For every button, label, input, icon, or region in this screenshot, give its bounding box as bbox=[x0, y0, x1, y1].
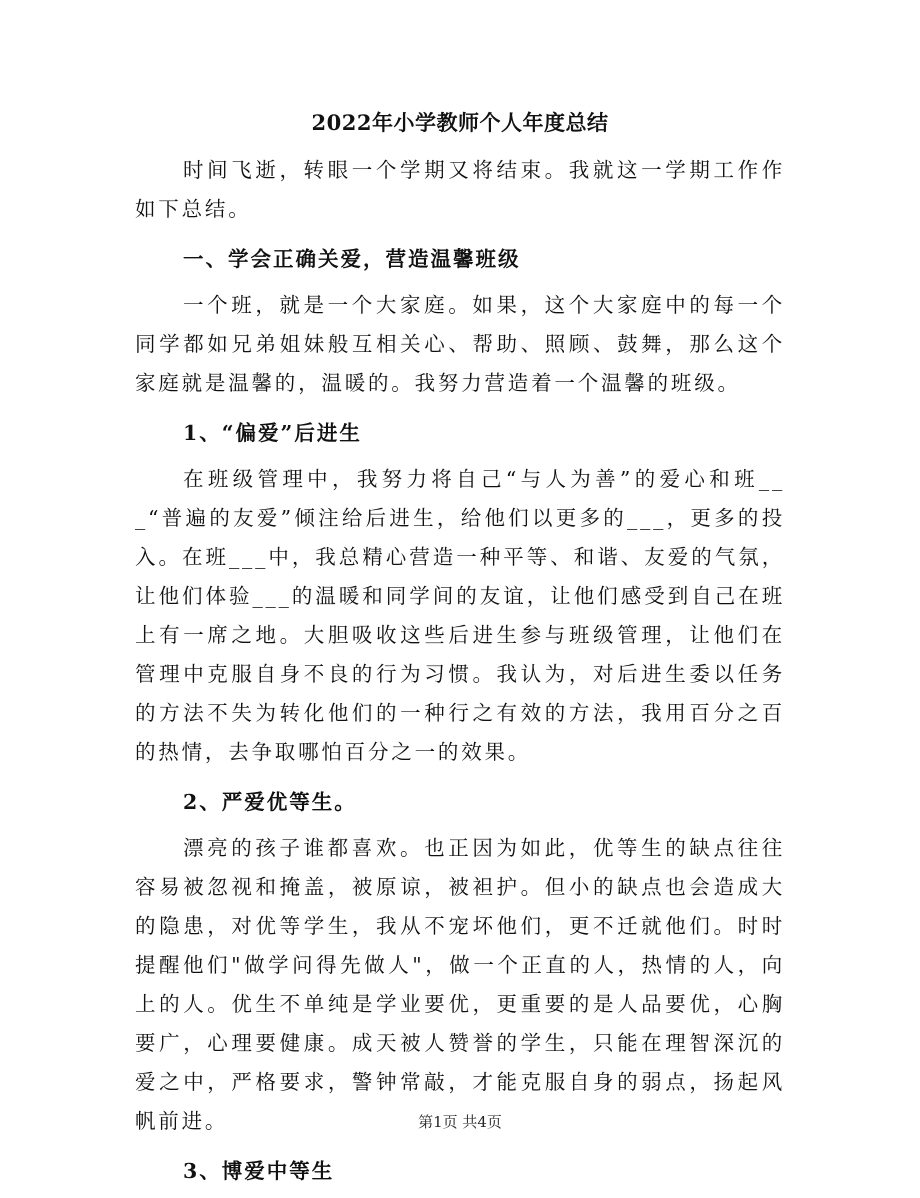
subsection2-heading: 2、严爱优等生。 bbox=[183, 790, 357, 814]
subsection3-heading: 3、博爱中等生 bbox=[183, 1159, 335, 1183]
document-title: 2022年小学教师个人年度总结 bbox=[311, 110, 609, 135]
subsection1-paragraph: 在班级管理中，我努力将自己“与人为善”的爱心和班___“普遍的友爱”倾注给后进生，给他们以更多的___，更多的投入。在班___中，我总精心营造一种平等、和谐、友爱的气氛，让他们体验___的温暖和同学间的友谊，让他们感受到自己在班上有一席之地。大胆吸收这些后进生参与班级管理，让他们在管理中克服自身不良的行为习惯。我认为，对后进生委以任务的方法不失为转化他们的一种行之有效的方法，我用百分之百的热情，去争取哪怕百分之一的效果。 bbox=[135, 467, 785, 764]
page-number: 第1页 共4页 bbox=[418, 1113, 502, 1131]
subsection2-paragraph: 漂亮的孩子谁都喜欢。也正因为如此，优等生的缺点往往容易被忽视和掩盖，被原谅，被袒护。但小的缺点也会造成大的隐患，对优等学生，我从不宠坏他们，更不迁就他们。时时提醒他们"做学问得先做人"，做一个正直的人，热情的人，向上的人。优生不单纯是学业要优，更重要的是人品要优，心胸要广，心理要健康。成天被人赞誉的学生，只能在理智深沉的爱之中，严格要求，警钟常敲，才能克服自身的弱点，扬起风帆前进。 bbox=[135, 836, 785, 1133]
intro-paragraph: 时间飞逝，转眼一个学期又将结束。我就这一学期工作作如下总结。 bbox=[135, 158, 785, 221]
document-body bbox=[135, 151, 785, 1198]
section1-heading: 一、学会正确关爱，营造温馨班级 bbox=[183, 247, 521, 271]
section1-paragraph: 一个班，就是一个大家庭。如果，这个大家庭中的每一个同学都如兄弟姐妹般互相关心、帮助、照顾、鼓舞，那么这个家庭就是温馨的，温暖的。我努力营造着一个温馨的班级。 bbox=[135, 293, 785, 395]
subsection1-heading: 1、“偏爱”后进生 bbox=[183, 421, 362, 445]
